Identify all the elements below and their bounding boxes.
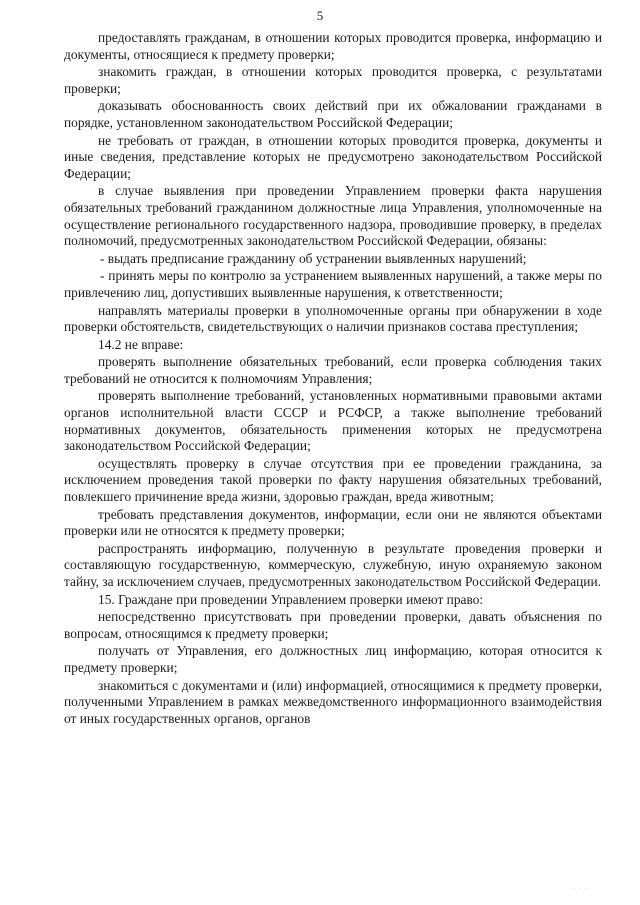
paragraph: непосредственно присутствовать при проведении проверки, давать объяснения по вопросам, относящимся к предмету проверки; <box>64 609 602 641</box>
scan-mark: · · · <box>573 886 588 894</box>
paragraph: осуществлять проверку в случае отсутствия при ее проведении гражданина, за исключением проведения такой проверки по факту нарушения обязательных требований, повлекшего причинение вреда жизни, здоровью граждан, вреда животным; <box>64 455 602 505</box>
paragraph: знакомить граждан, в отношении которых проводится проверка, с результатами проверки; <box>64 64 602 96</box>
paragraph: требовать представления документов, информации, если они не являются объектами проверки или не относятся к предмету проверки; <box>64 506 602 539</box>
paragraph: знакомиться с документами и (или) информацией, относящимися к предмету проверки, полученными Управлением в рамках межведомственного информационного взаимодействия от иных государственных органов, органов <box>64 677 602 726</box>
paragraph: проверять выполнение требований, установленных нормативными правовыми актами органов исполнительной власти СССР и РСФСР, а также выполнение требований нормативных документов, обязательность применения которых не предусмотрена законодательством Российской Федерации; <box>64 388 602 454</box>
list-item: - выдать предписание гражданину об устранении выявленных нарушений; <box>100 250 527 266</box>
paragraph: не требовать от граждан, в отношении которых проводится проверка, документы и иные сведения, представление которых не предусмотрено законодательством Российской Федерации; <box>64 132 602 181</box>
paragraph: распространять информацию, полученную в результате проведения проверки и составляющую государственную, коммерческую, служебную, иную охраняемую законом тайну, за исключением случаев, предусмотренных законодательством Российской Федерации. <box>64 540 602 589</box>
paragraph: доказывать обоснованность своих действий при их обжаловании гражданами в порядке, установленном законодательством Российской Федерации; <box>64 98 602 130</box>
paragraph: в случае выявления при проведении Управлением проверки факта нарушения обязательных требований гражданином должностные лица Управления, уполномоченные на осуществление регионального государственного надзора, проводившие проверку, в пределах полномочий, предусмотренных законодательством Российской Федерации, обязаны: <box>64 183 602 249</box>
section-heading: 15. Граждане при проведении Управлением проверки имеют право: <box>98 591 484 607</box>
paragraph: получать от Управления, его должностных лиц информацию, которая относится к предмету проверки; <box>64 643 602 675</box>
paragraph: предоставлять гражданам, в отношении которых проводится проверка, информацию и документы, относящиеся к предмету проверки; <box>64 30 602 62</box>
paragraph: направлять материалы проверки в уполномоченные органы при обнаружении в ходе проверки обстоятельств, свидетельствующих о наличии признаков состава преступления; <box>64 302 602 335</box>
paragraph: проверять выполнение обязательных требований, если проверка соблюдения таких требований не относится к полномочиям Управления; <box>64 354 602 386</box>
list-item: - принять меры по контролю за устранением выявленных нарушений, а также меры по привлечению лиц, допустивших выявленные нарушения, к ответственности; <box>64 268 602 300</box>
document-body <box>64 30 602 728</box>
page-number: 5 <box>316 8 324 23</box>
section-heading: 14.2 не вправе: <box>98 336 184 352</box>
